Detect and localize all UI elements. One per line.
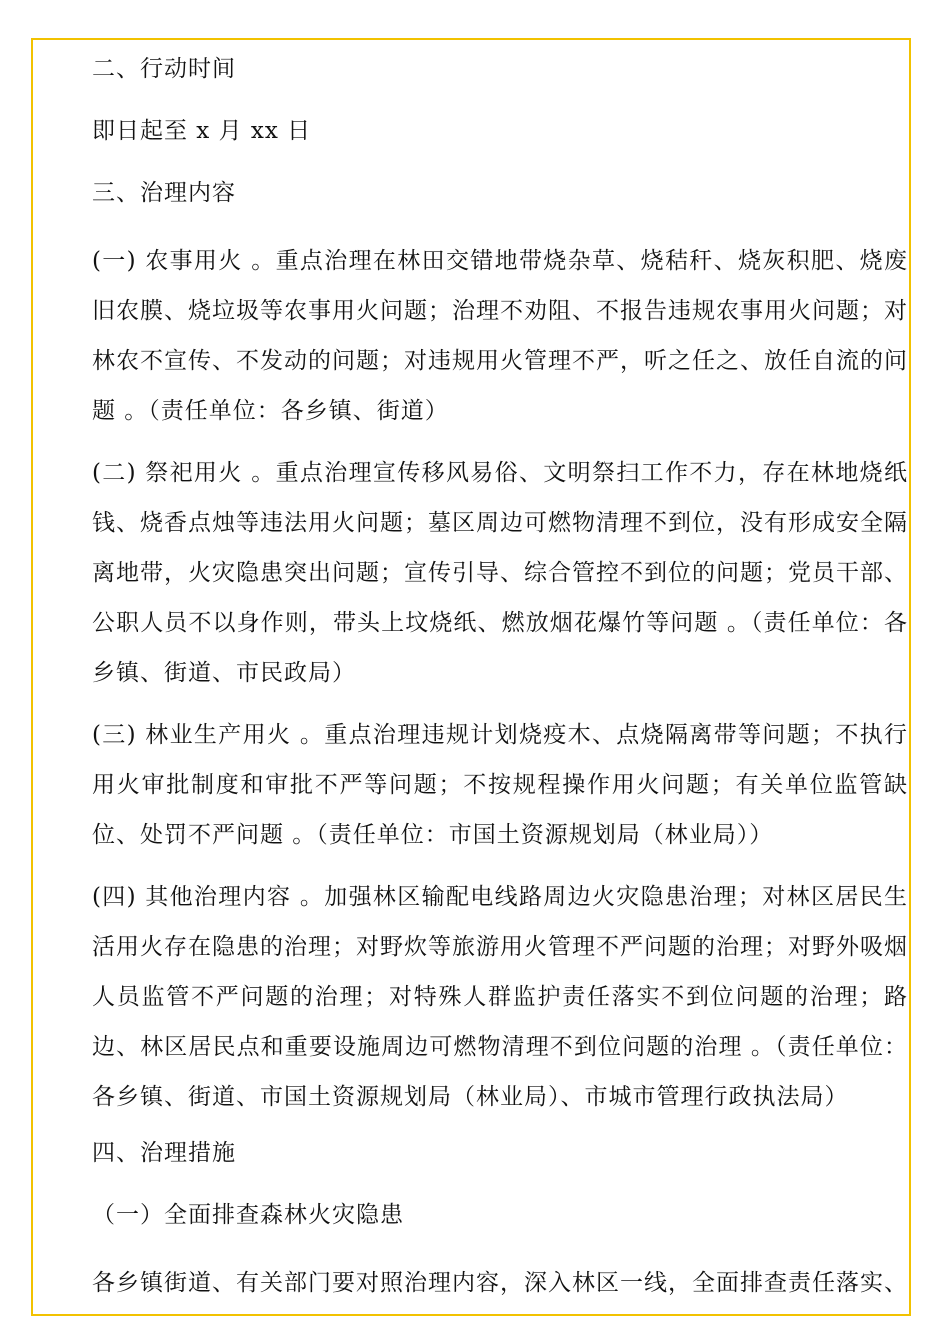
paragraph-forestry-fire: (三) 林业生产用火 。重点治理违规计划烧疫木、点烧隔离带等问题；不执行用火审批制度和审批不严等问题；不按规程操作用火问题；有关单位监管缺位、处罚不严问题 。（责任单位：市国土资源规划局（林业局））: [92, 722, 908, 848]
section-heading-governance-content: 三、治理内容: [92, 180, 236, 206]
paragraph-other-content: (四) 其他治理内容 。加强林区输配电线路周边火灾隐患治理；对林区居民生活用火存在隐患的治理；对野炊等旅游用火管理不严问题的治理；对野外吸烟人员监管不严问题的治理；对特殊人群监护责任落实不到位问题的治理；路边、林区居民点和重要设施周边可燃物清理不到位问题的治理 。（责任单位：各乡镇、街道、市国土资源规划局（林业局）、市城市管理行政执法局）: [92, 884, 908, 1110]
paragraph-inspection-start: 各乡镇街道、有关部门要对照治理内容，深入林区一线，全面排查责任落实、: [92, 1270, 908, 1296]
document-body: [92, 50, 908, 1304]
section-heading-measures: 四、治理措施: [92, 1140, 236, 1166]
paragraph-farming-fire: (一) 农事用火 。重点治理在林田交错地带烧杂草、烧秸秆、烧灰积肥、烧废旧农膜、烧垃圾等农事用火问题；治理不劝阻、不报告违规农事用火问题；对林农不宣传、不发动的问题；对违规用火管理不严，听之任之、放任自流的问题 。（责任单位：各乡镇、街道）: [92, 248, 908, 424]
subheading-full-inspection: （一）全面排查森林火灾隐患: [92, 1202, 404, 1228]
section-heading-action-time: 二、行动时间: [92, 56, 236, 82]
action-time-text: 即日起至 x 月 xx 日: [92, 118, 312, 144]
paragraph-ritual-fire: (二) 祭祀用火 。重点治理宣传移风易俗、文明祭扫工作不力，存在林地烧纸钱、烧香点烛等违法用火问题；墓区周边可燃物清理不到位，没有形成安全隔离地带，火灾隐患突出问题；宣传引导、综合管控不到位的问题；党员干部、公职人员不以身作则，带头上坟烧纸、燃放烟花爆竹等问题 。（责任单位：各乡镇、街道、市民政局）: [92, 460, 908, 686]
